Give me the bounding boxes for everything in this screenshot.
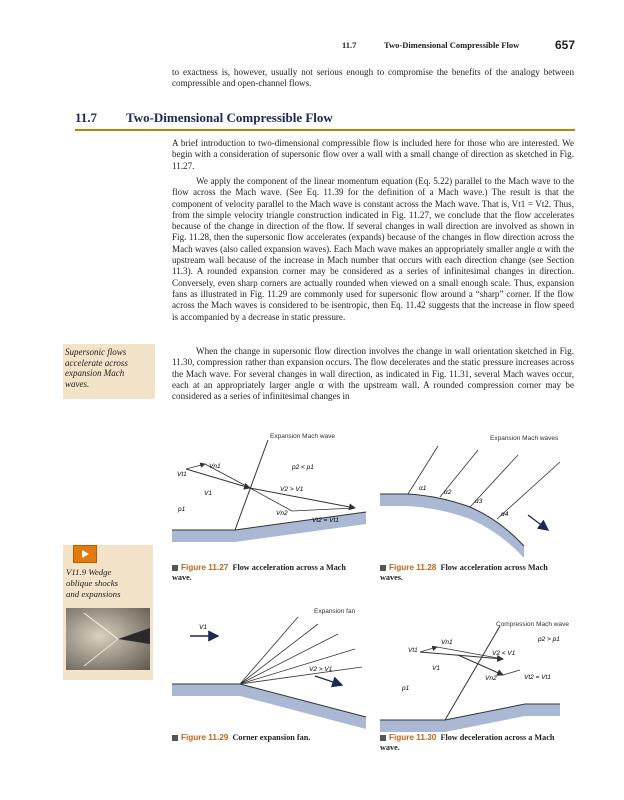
fig27-p1-label: p1 — [178, 506, 186, 513]
fig30-vt2-label: Vt2 = Vt1 — [524, 674, 551, 681]
fig27-vt1-arrow — [186, 464, 205, 469]
margin-note-line: accelerate across — [65, 357, 128, 368]
fig27-wave-label: Expansion Mach wave — [270, 433, 336, 440]
fig30-wall-fill — [380, 704, 560, 732]
margin-note-line: Supersonic flows — [65, 347, 127, 357]
fig27-v2-label: V2 > V1 — [280, 486, 304, 493]
fig27-vt2-line — [292, 508, 355, 511]
paragraph-3: When the change in supersonic flow direction involves the change in wall orientation sketched in Fig. 11.30, compression rather than expansion occurs. The flow decelerates and the static pressure increases across the Mach wave. For several changes in wall direction, as indicated in Fig. 11.31, several Mach waves occur, each at an appropriately larger angle α with the upstream wall. A rounded compression corner may be considered as a series of infinitesimal changes in — [172, 346, 574, 402]
header-section-number: 11.7 — [342, 40, 357, 50]
figure-11-30 — [380, 621, 569, 732]
paragraph-2: We apply the component of the linear momentum equation (Eq. 5.22) parallel to the Mach wave to the flow across the Mach wave. (See Eq. 11.39 for the definition of a Mach wave.) The result is that the component of velocity parallel to the Mach wave is constant across the Mach wave. That is, Vt1 = Vt2. Thus, from the simple velocity triangle construction indicated in Fig. 11.27, we conclude that the flow accelerates because of the change in direction of the flow. If several changes in wall direction are involved as shown in Fig. 11.28, then the supersonic flow accelerates (expands) because of the changes in flow direction across the Mach waves (also called expansion waves). Each Mach wave makes an appropriately smaller angle α with the upstream wall because of the increase in Mach number that occurs with each direction change (see Section 11.3). A rounded expansion corner may be considered as a series of infinitesimal changes in direction. Conversely, even sharp corners are actually rounded when viewed on a small enough scale. Thus, expansion fans as illustrated in Fig. 11.29 are commonly used for supersonic flow around a “sharp” corner. If the flow across the Mach waves is considered to be isentropic, then Eq. 11.42 suggests that the increase in flow speed is accompanied by a decrease in static pressure. — [172, 176, 574, 322]
fig28-alpha4: α4 — [501, 511, 509, 518]
fig29-caption-number: Figure 11.29 — [181, 733, 229, 742]
fig30-vt2-line — [503, 670, 520, 675]
fig30-v1-arrow — [420, 652, 503, 659]
section-number: 11.7 — [75, 110, 98, 125]
fig27-vt2-label: Vt2 = Vt1 — [312, 517, 339, 524]
fig29-caption — [172, 733, 362, 743]
intro-paragraph: to exactness is, however, usually not serious enough to compromise the benefits of the analogy between compressible and open-channel flows. — [172, 67, 574, 89]
fig30-vt1-label: Vt1 — [408, 647, 418, 654]
fig29-fan-label: Expansion fan — [314, 608, 356, 615]
fig27-v1-label: V1 — [204, 490, 212, 497]
fig30-p2-label: p2 > p1 — [538, 636, 560, 643]
paragraph-1: A brief introduction to two-dimensional compressible flow is included here for those who are interested. We begin with a consideration of supersonic flow over a wall with a small change of direction as sketched in Fig. 11.27. — [172, 138, 574, 171]
fig29-v2-label: V2 > V1 — [309, 666, 333, 673]
video-label-line: oblique shocks — [66, 578, 119, 588]
fig28-wave-label: Expansion Mach waves — [490, 435, 559, 442]
fig30-caption — [380, 733, 560, 753]
fig30-vn1-label: Vn1 — [441, 639, 453, 646]
fig27-p2-label: p2 < p1 — [292, 464, 314, 471]
video-label-line: V11.9 Wedge — [66, 567, 112, 577]
fig28-flow-arrow — [528, 515, 548, 530]
page-number: 657 — [555, 38, 576, 52]
fig28-alpha2: α2 — [444, 489, 452, 496]
fig27-caption — [172, 563, 357, 583]
figure-11-28 — [380, 435, 560, 558]
fig29-wall-fill — [172, 684, 366, 729]
fig28-caption-number: Figure 11.28 — [389, 563, 437, 572]
fig27-vn2-label: Vn2 — [276, 510, 288, 517]
fig30-v1-label: V1 — [432, 665, 440, 672]
fig30-caption-text: Flow deceleration across a Mach wave. — [380, 733, 555, 752]
fig30-v2-label: V2 < V1 — [492, 650, 516, 657]
fig28-alpha3: α3 — [475, 498, 483, 505]
fig28-caption-text: Flow acceleration across Mach waves. — [380, 563, 548, 582]
margin-note-line: waves. — [65, 378, 90, 389]
caption-square — [380, 565, 386, 571]
caption-square — [380, 735, 386, 741]
fig28-alpha1: α1 — [419, 485, 427, 492]
fig30-p1-label: p1 — [402, 685, 410, 692]
caption-square — [172, 565, 178, 571]
video-label-line: and expansions — [66, 589, 121, 599]
fig29-fan-ray-1 — [240, 617, 298, 684]
fig30-wave-label: Compression Mach wave — [496, 621, 569, 628]
fig30-vn2-label: Vn2 — [485, 675, 497, 682]
fig30-vt1-arrow — [420, 647, 437, 652]
fig29-v1-label: V1 — [199, 624, 207, 631]
section-title: Two-Dimensional Compressible Flow — [126, 110, 333, 125]
figure-11-27 — [172, 433, 366, 542]
fig29-caption-text: Corner expansion fan. — [232, 733, 311, 742]
fig27-caption-text: Flow acceleration across a Mach wave. — [172, 563, 346, 582]
fig30-caption-number: Figure 11.30 — [389, 733, 437, 742]
fig28-caption — [380, 563, 560, 583]
caption-square — [172, 735, 178, 741]
fig30-mach-wave — [445, 626, 500, 720]
fig27-caption-number: Figure 11.27 — [181, 563, 229, 572]
fig27-vn1-label: Vn1 — [209, 463, 221, 470]
fig29-v2-arrow — [315, 676, 342, 685]
fig27-vt1-label: Vt1 — [177, 471, 187, 478]
fig27-v1-arrow — [186, 469, 250, 488]
margin-note-line: expansion Mach — [65, 368, 125, 378]
header-section-title: Two-Dimensional Compressible Flow — [384, 40, 520, 50]
figure-11-29 — [172, 608, 366, 729]
